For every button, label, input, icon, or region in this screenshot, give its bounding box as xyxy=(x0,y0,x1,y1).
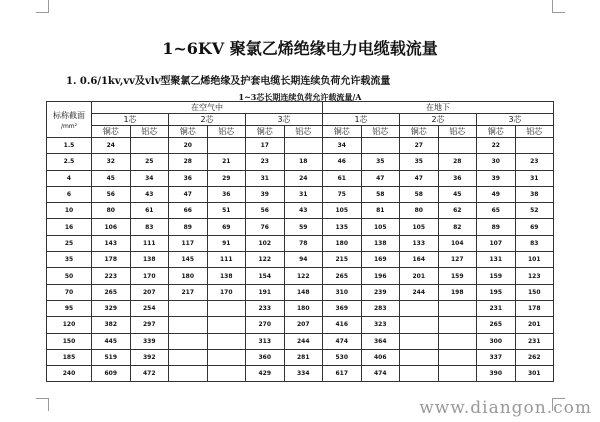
ampacity-cell: 105 xyxy=(323,203,362,219)
ampacity-cell: 47 xyxy=(400,170,439,186)
ampacity-cell: 297 xyxy=(130,317,169,333)
ampacity-cell: 94 xyxy=(284,252,323,268)
ampacity-cell: 122 xyxy=(246,252,285,268)
ampacity-cell: 283 xyxy=(361,300,400,316)
ampacity-cell xyxy=(207,349,246,365)
ampacity-cell: 78 xyxy=(284,235,323,251)
document-title: 1~6KV 聚氯乙烯绝缘电力电缆载流量 xyxy=(162,39,438,58)
ampacity-cell: 20 xyxy=(169,138,208,154)
ampacity-cell: 52 xyxy=(515,203,554,219)
ampacity-cell: 31 xyxy=(284,186,323,202)
ampacity-cell: 32 xyxy=(92,154,131,170)
section-heading: 1. 0.6/1kv,vv及vlv型聚氯乙烯绝缘及护套电缆长期连续负荷允许载流量 xyxy=(66,76,391,87)
cross-section-cell: 70 xyxy=(47,284,92,300)
ampacity-cell: 138 xyxy=(130,252,169,268)
ampacity-cell: 65 xyxy=(477,203,516,219)
area-label: 标称截面 xyxy=(53,110,85,120)
ampacity-cell: 369 xyxy=(323,300,362,316)
ampacity-cell xyxy=(361,138,400,154)
cross-section-cell: 6 xyxy=(47,186,92,202)
ampacity-cell xyxy=(438,300,477,316)
ampacity-cell xyxy=(284,138,323,154)
ampacity-cell: 201 xyxy=(515,317,554,333)
ampacity-cell: 105 xyxy=(361,219,400,235)
copper-core-header: 铜芯 xyxy=(400,126,439,138)
ampacity-cell: 392 xyxy=(130,349,169,365)
ampacity-cell: 81 xyxy=(361,203,400,219)
ampacity-cell: 239 xyxy=(361,284,400,300)
ampacity-cell: 122 xyxy=(284,268,323,284)
table-row xyxy=(47,333,554,349)
watermark: www.diangon.com xyxy=(419,398,592,418)
ampacity-cell: 27 xyxy=(400,138,439,154)
ampacity-cell xyxy=(207,366,246,382)
copper-core-header: 铜芯 xyxy=(477,126,516,138)
table-row xyxy=(47,219,554,235)
ampacity-cell xyxy=(169,333,208,349)
ampacity-cell: 117 xyxy=(169,235,208,251)
area-unit: /mm² xyxy=(60,122,78,130)
ampacity-table xyxy=(46,101,554,382)
table-row xyxy=(47,154,554,170)
table-row xyxy=(47,235,554,251)
ampacity-cell: 80 xyxy=(92,203,131,219)
ampacity-cell: 301 xyxy=(515,366,554,382)
ampacity-cell: 39 xyxy=(246,186,285,202)
table-row xyxy=(47,252,554,268)
ampacity-cell: 104 xyxy=(438,235,477,251)
ampacity-cell: 45 xyxy=(92,170,131,186)
ampacity-cell: 262 xyxy=(515,349,554,365)
ampacity-cell: 154 xyxy=(246,268,285,284)
cross-section-cell: 4 xyxy=(47,170,92,186)
page-corner-mark xyxy=(552,0,565,13)
ampacity-cell: 178 xyxy=(92,252,131,268)
ampacity-cell xyxy=(169,366,208,382)
ampacity-cell: 69 xyxy=(515,219,554,235)
ampacity-cell: 170 xyxy=(207,284,246,300)
ampacity-cell xyxy=(400,333,439,349)
aluminum-core-header: 铝芯 xyxy=(438,126,477,138)
ampacity-cell: 207 xyxy=(284,317,323,333)
ampacity-cell: 231 xyxy=(515,333,554,349)
ampacity-cell: 198 xyxy=(438,284,477,300)
cross-section-cell: 2.5 xyxy=(47,154,92,170)
cross-section-cell: 1.5 xyxy=(47,138,92,154)
ampacity-cell: 36 xyxy=(438,170,477,186)
ampacity-cell: 47 xyxy=(169,186,208,202)
ampacity-cell: 123 xyxy=(515,268,554,284)
ampacity-cell xyxy=(400,366,439,382)
ampacity-cell: 35 xyxy=(400,154,439,170)
ampacity-cell: 24 xyxy=(92,138,131,154)
ampacity-cell: 416 xyxy=(323,317,362,333)
ampacity-cell: 169 xyxy=(361,252,400,268)
ampacity-cell: 472 xyxy=(130,366,169,382)
ampacity-cell: 35 xyxy=(361,154,400,170)
ampacity-cell: 61 xyxy=(130,203,169,219)
ampacity-cell: 445 xyxy=(92,333,131,349)
core-count-header: 1芯 xyxy=(323,114,400,126)
ampacity-cell: 69 xyxy=(207,219,246,235)
ampacity-cell: 91 xyxy=(207,235,246,251)
ampacity-cell: 196 xyxy=(361,268,400,284)
ampacity-cell xyxy=(438,333,477,349)
ampacity-cell: 164 xyxy=(400,252,439,268)
ampacity-cell: 364 xyxy=(361,333,400,349)
ampacity-cell: 102 xyxy=(246,235,285,251)
aluminum-core-header: 铝芯 xyxy=(515,126,554,138)
ampacity-cell: 47 xyxy=(361,170,400,186)
core-count-header: 1芯 xyxy=(92,114,169,126)
ampacity-cell: 17 xyxy=(246,138,285,154)
ampacity-cell: 21 xyxy=(207,154,246,170)
ampacity-cell: 150 xyxy=(515,284,554,300)
core-count-header: 3芯 xyxy=(246,114,323,126)
ampacity-cell: 474 xyxy=(323,333,362,349)
cross-section-cell: 25 xyxy=(47,235,92,251)
aluminum-core-header: 铝芯 xyxy=(130,126,169,138)
ampacity-cell xyxy=(169,300,208,316)
ampacity-cell: 265 xyxy=(323,268,362,284)
ampacity-cell: 111 xyxy=(207,252,246,268)
copper-core-header: 铜芯 xyxy=(323,126,362,138)
ampacity-cell xyxy=(207,138,246,154)
ampacity-cell: 390 xyxy=(477,366,516,382)
ampacity-cell xyxy=(438,366,477,382)
page-corner-mark xyxy=(36,398,49,411)
ampacity-cell: 406 xyxy=(361,349,400,365)
table-caption: 1~3芯长期连续负荷允许载流量/A xyxy=(238,92,362,102)
ampacity-cell: 270 xyxy=(246,317,285,333)
cross-section-cell: 10 xyxy=(47,203,92,219)
ampacity-cell: 138 xyxy=(207,268,246,284)
ampacity-cell xyxy=(169,317,208,333)
aluminum-core-header: 铝芯 xyxy=(284,126,323,138)
ampacity-cell: 170 xyxy=(130,268,169,284)
ampacity-cell: 310 xyxy=(323,284,362,300)
air-header: 在空气中 xyxy=(92,102,323,114)
ampacity-cell: 45 xyxy=(438,186,477,202)
ampacity-cell: 429 xyxy=(246,366,285,382)
ampacity-cell: 36 xyxy=(169,170,208,186)
ampacity-cell xyxy=(207,300,246,316)
ampacity-cell: 143 xyxy=(92,235,131,251)
copper-core-header: 铜芯 xyxy=(169,126,208,138)
ampacity-cell: 80 xyxy=(400,203,439,219)
table-row xyxy=(47,317,554,333)
ampacity-cell: 313 xyxy=(246,333,285,349)
ampacity-cell: 244 xyxy=(400,284,439,300)
ampacity-cell: 51 xyxy=(207,203,246,219)
ampacity-cell: 31 xyxy=(246,170,285,186)
ampacity-cell: 23 xyxy=(246,154,285,170)
ampacity-cell: 82 xyxy=(438,219,477,235)
ampacity-cell xyxy=(400,317,439,333)
ampacity-cell: 34 xyxy=(323,138,362,154)
ampacity-cell: 233 xyxy=(246,300,285,316)
ampacity-cell: 61 xyxy=(323,170,362,186)
ampacity-cell: 159 xyxy=(438,268,477,284)
ampacity-cell: 76 xyxy=(246,219,285,235)
ampacity-cell: 265 xyxy=(92,284,131,300)
ampacity-cell: 254 xyxy=(130,300,169,316)
ampacity-cell: 135 xyxy=(323,219,362,235)
ampacity-cell xyxy=(515,138,554,154)
ampacity-cell: 58 xyxy=(361,186,400,202)
ampacity-cell: 25 xyxy=(130,154,169,170)
cross-section-cell: 120 xyxy=(47,317,92,333)
cross-section-cell: 16 xyxy=(47,219,92,235)
ampacity-cell: 201 xyxy=(400,268,439,284)
ampacity-cell: 59 xyxy=(284,219,323,235)
cross-section-cell: 185 xyxy=(47,349,92,365)
ampacity-cell: 360 xyxy=(246,349,285,365)
page-corner-mark xyxy=(36,0,49,13)
ampacity-cell: 89 xyxy=(477,219,516,235)
ampacity-cell: 207 xyxy=(130,284,169,300)
ampacity-cell: 106 xyxy=(92,219,131,235)
table-row xyxy=(47,186,554,202)
area-header xyxy=(47,102,92,138)
ampacity-cell: 265 xyxy=(477,317,516,333)
ampacity-cell: 329 xyxy=(92,300,131,316)
ampacity-cell: 34 xyxy=(130,170,169,186)
ampacity-cell xyxy=(438,138,477,154)
copper-core-header: 铜芯 xyxy=(92,126,131,138)
ampacity-cell: 49 xyxy=(477,186,516,202)
ampacity-cell xyxy=(130,138,169,154)
table-row xyxy=(47,349,554,365)
ampacity-cell: 46 xyxy=(323,154,362,170)
ampacity-cell xyxy=(169,349,208,365)
ampacity-cell: 145 xyxy=(169,252,208,268)
core-count-header: 2芯 xyxy=(400,114,477,126)
ampacity-cell: 323 xyxy=(361,317,400,333)
ampacity-cell: 31 xyxy=(515,170,554,186)
ampacity-cell xyxy=(207,317,246,333)
ampacity-cell: 29 xyxy=(207,170,246,186)
table-row xyxy=(47,138,554,154)
ampacity-cell: 83 xyxy=(515,235,554,251)
ampacity-cell: 231 xyxy=(477,300,516,316)
ampacity-cell: 38 xyxy=(515,186,554,202)
cross-section-cell: 150 xyxy=(47,333,92,349)
cross-section-cell: 50 xyxy=(47,268,92,284)
ampacity-cell: 56 xyxy=(92,186,131,202)
ampacity-cell: 23 xyxy=(515,154,554,170)
ampacity-cell: 617 xyxy=(323,366,362,382)
cross-section-cell: 95 xyxy=(47,300,92,316)
ampacity-cell: 178 xyxy=(515,300,554,316)
core-count-header: 3芯 xyxy=(477,114,554,126)
ampacity-cell: 223 xyxy=(92,268,131,284)
ampacity-cell: 105 xyxy=(400,219,439,235)
ampacity-cell xyxy=(207,333,246,349)
ampacity-cell: 43 xyxy=(284,203,323,219)
ampacity-cell: 24 xyxy=(284,170,323,186)
ampacity-cell: 334 xyxy=(284,366,323,382)
ampacity-cell: 339 xyxy=(130,333,169,349)
ampacity-cell: 18 xyxy=(284,154,323,170)
ampacity-cell: 244 xyxy=(284,333,323,349)
ampacity-cell: 133 xyxy=(400,235,439,251)
ampacity-cell: 22 xyxy=(477,138,516,154)
ampacity-cell xyxy=(400,300,439,316)
cross-section-cell: 35 xyxy=(47,252,92,268)
ampacity-cell: 474 xyxy=(361,366,400,382)
ampacity-cell: 215 xyxy=(323,252,362,268)
copper-core-header: 铜芯 xyxy=(246,126,285,138)
ampacity-cell: 382 xyxy=(92,317,131,333)
ampacity-cell: 111 xyxy=(130,235,169,251)
ampacity-cell: 56 xyxy=(246,203,285,219)
ampacity-cell: 62 xyxy=(438,203,477,219)
ampacity-cell xyxy=(438,317,477,333)
aluminum-core-header: 铝芯 xyxy=(361,126,400,138)
ampacity-cell: 300 xyxy=(477,333,516,349)
ampacity-cell xyxy=(438,349,477,365)
ampacity-cell: 101 xyxy=(515,252,554,268)
ampacity-cell: 148 xyxy=(284,284,323,300)
ampacity-cell: 159 xyxy=(477,268,516,284)
ampacity-cell: 83 xyxy=(130,219,169,235)
table-row xyxy=(47,268,554,284)
ampacity-cell: 107 xyxy=(477,235,516,251)
ampacity-cell: 195 xyxy=(477,284,516,300)
ampacity-cell: 28 xyxy=(169,154,208,170)
ampacity-cell: 191 xyxy=(246,284,285,300)
table-row xyxy=(47,284,554,300)
ampacity-cell: 127 xyxy=(438,252,477,268)
cross-section-cell: 240 xyxy=(47,366,92,382)
ampacity-cell: 281 xyxy=(284,349,323,365)
ampacity-cell: 36 xyxy=(207,186,246,202)
ampacity-cell: 609 xyxy=(92,366,131,382)
ampacity-cell: 530 xyxy=(323,349,362,365)
ampacity-cell: 217 xyxy=(169,284,208,300)
ampacity-cell: 138 xyxy=(361,235,400,251)
ampacity-cell: 337 xyxy=(477,349,516,365)
table-row xyxy=(47,203,554,219)
ampacity-cell: 28 xyxy=(438,154,477,170)
ampacity-cell: 39 xyxy=(477,170,516,186)
ampacity-cell: 89 xyxy=(169,219,208,235)
ampacity-cell: 519 xyxy=(92,349,131,365)
ampacity-cell: 131 xyxy=(477,252,516,268)
ampacity-cell xyxy=(400,349,439,365)
core-count-header: 2芯 xyxy=(169,114,246,126)
ampacity-cell: 66 xyxy=(169,203,208,219)
table-row xyxy=(47,300,554,316)
ground-header: 在地下 xyxy=(323,102,554,114)
aluminum-core-header: 铝芯 xyxy=(207,126,246,138)
ampacity-cell: 180 xyxy=(284,300,323,316)
ampacity-cell: 30 xyxy=(477,154,516,170)
ampacity-cell: 58 xyxy=(400,186,439,202)
ampacity-cell: 43 xyxy=(130,186,169,202)
ampacity-cell: 75 xyxy=(323,186,362,202)
table-row xyxy=(47,366,554,382)
table-row xyxy=(47,170,554,186)
ampacity-cell: 180 xyxy=(169,268,208,284)
ampacity-cell: 180 xyxy=(323,235,362,251)
